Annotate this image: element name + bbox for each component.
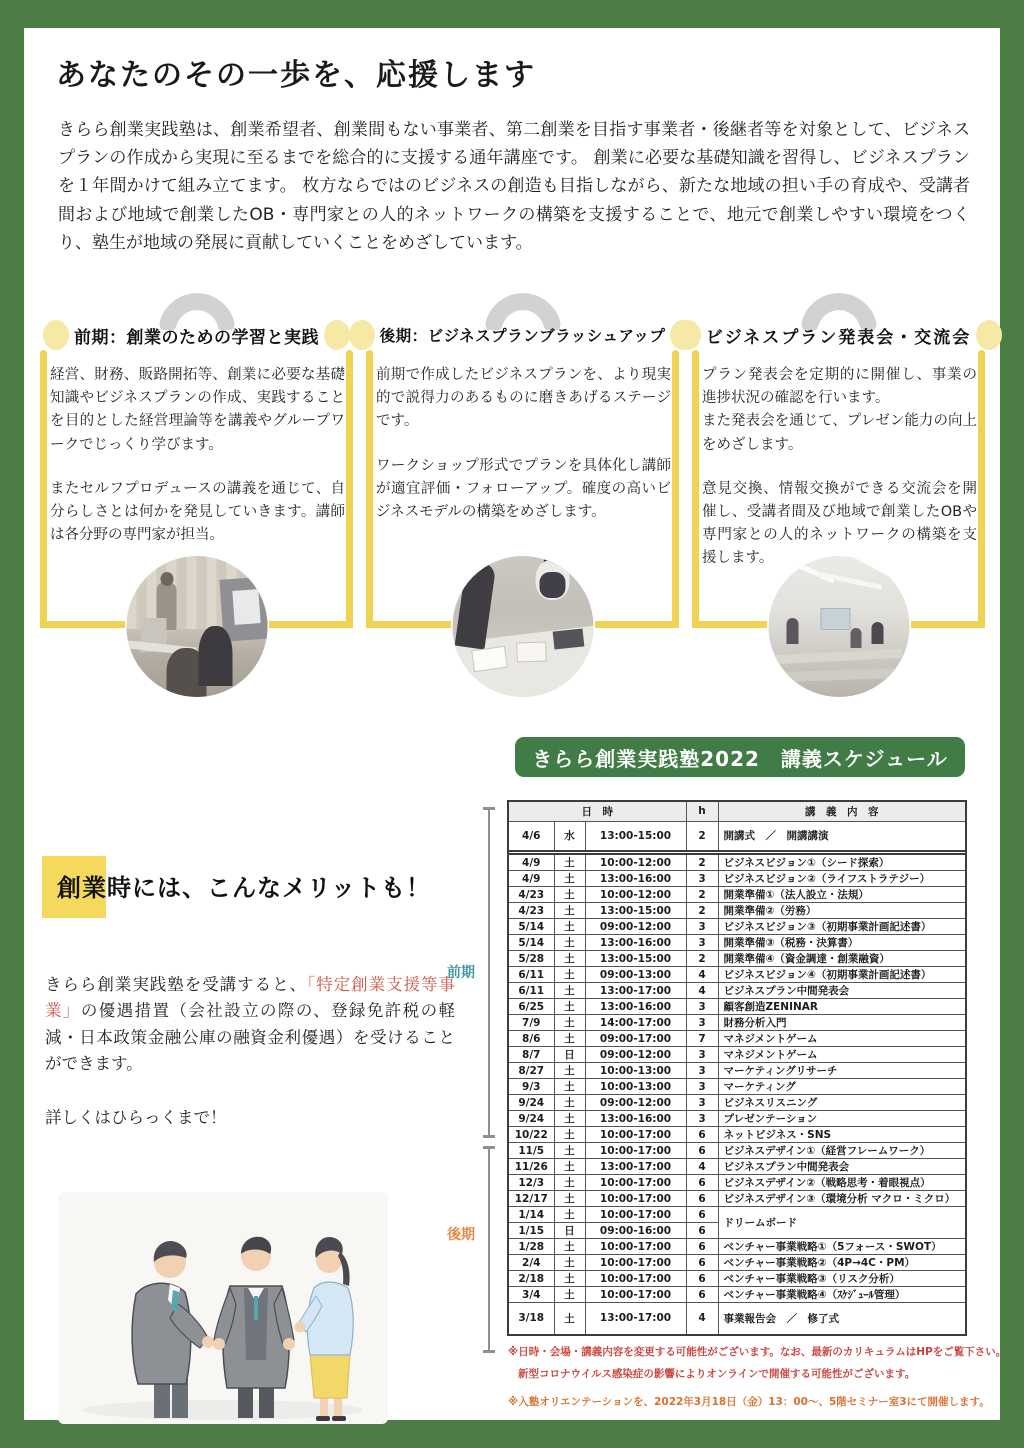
schedule-cell-time: 10:00-17:00 bbox=[585, 1207, 686, 1223]
schedule-cell-content: ビジネスビジョン②（ライフストラテジー） bbox=[718, 871, 966, 887]
people-talking-icon bbox=[58, 1192, 388, 1424]
schedule-cell-h: 3 bbox=[686, 1047, 718, 1063]
yellow-frame-bar bbox=[978, 350, 985, 627]
schedule-cell-time: 10:00-17:00 bbox=[585, 1175, 686, 1191]
schedule-cell-content: プレゼンテーション bbox=[718, 1111, 966, 1127]
schedule-cell-day: 土 bbox=[554, 871, 585, 887]
schedule-cell-time: 10:00-17:00 bbox=[585, 1255, 686, 1271]
phase-bracket-line bbox=[488, 1146, 490, 1352]
program-paragraph: ワークショップ形式でプランを具体化し講師が適宜評価・フォローアップ。確度の高いビジネスモデルの構築をめざします。 bbox=[376, 457, 671, 520]
schedule-cell-day: 土 bbox=[554, 854, 585, 871]
schedule-cell-time: 13:00-17:00 bbox=[585, 1303, 686, 1335]
phase-bracket-cap bbox=[483, 1350, 495, 1353]
schedule-cell-content: ビジネスビジョン③（初期事業計画記述書） bbox=[718, 919, 966, 935]
merit-body bbox=[45, 972, 455, 1131]
schedule-cell-day: 土 bbox=[554, 1127, 585, 1143]
yellow-frame-bar bbox=[40, 350, 47, 627]
note-schedule-change: ※日時・会場・講義内容を変更する可能性がございます。なお、最新のカリキュラムはHPをご覧下さい。 bbox=[508, 1346, 1007, 1358]
schedule-row bbox=[508, 935, 966, 951]
schedule-cell-time: 14:00-17:00 bbox=[585, 1015, 686, 1031]
schedule-row bbox=[508, 1239, 966, 1255]
schedule-cell-day: 水 bbox=[554, 821, 585, 851]
schedule-cell-day: 土 bbox=[554, 1271, 585, 1287]
schedule-cell-day: 土 bbox=[554, 983, 585, 999]
schedule-cell-date: 9/3 bbox=[508, 1079, 554, 1095]
program-header: 後期：ビジネスプランブラッシュアップ bbox=[379, 327, 666, 345]
schedule-cell-day: 土 bbox=[554, 887, 585, 903]
schedule-cell-time: 10:00-17:00 bbox=[585, 1239, 686, 1255]
schedule-cell-h: 6 bbox=[686, 1207, 718, 1223]
schedule-cell-date: 4/9 bbox=[508, 871, 554, 887]
yellow-dot-icon bbox=[43, 320, 69, 350]
yellow-frame-bar bbox=[595, 621, 680, 628]
schedule-cell-time: 10:00-17:00 bbox=[585, 1143, 686, 1159]
schedule-cell-h: 2 bbox=[686, 903, 718, 919]
schedule-cell-time: 10:00-17:00 bbox=[585, 1191, 686, 1207]
schedule-row bbox=[508, 821, 966, 851]
schedule-row bbox=[508, 1127, 966, 1143]
schedule-row bbox=[508, 999, 966, 1015]
yellow-dot-icon bbox=[976, 320, 1002, 350]
yellow-frame-bar bbox=[692, 350, 699, 627]
program-body bbox=[376, 364, 671, 524]
program-header: 前期：創業のための学習と実践 bbox=[74, 327, 319, 348]
schedule-cell-day: 土 bbox=[554, 1207, 585, 1223]
schedule-cell-h: 3 bbox=[686, 1063, 718, 1079]
yellow-frame-bar bbox=[40, 621, 125, 628]
schedule-cell-time: 13:00-16:00 bbox=[585, 1111, 686, 1127]
schedule-row bbox=[508, 1111, 966, 1127]
schedule-cell-content: マーケティングリサーチ bbox=[718, 1063, 966, 1079]
schedule-cell-content: マネジメントゲーム bbox=[718, 1047, 966, 1063]
schedule-cell-h: 6 bbox=[686, 1127, 718, 1143]
phase-bracket-cap bbox=[483, 1135, 495, 1138]
schedule-cell-h: 3 bbox=[686, 1095, 718, 1111]
yellow-frame-bar bbox=[366, 621, 451, 628]
schedule-cell-time: 13:00-15:00 bbox=[585, 903, 686, 919]
schedule-cell-day: 日 bbox=[554, 1047, 585, 1063]
schedule-cell-h: 7 bbox=[686, 1031, 718, 1047]
program-column-second-term bbox=[366, 280, 679, 700]
schedule-cell-time: 13:00-16:00 bbox=[585, 999, 686, 1015]
schedule-row bbox=[508, 854, 966, 871]
schedule-table-wrap bbox=[507, 800, 967, 1336]
schedule-cell-day: 土 bbox=[554, 1031, 585, 1047]
schedule-cell-day: 土 bbox=[554, 1255, 585, 1271]
program-paragraph: また発表会を通じて、プレゼン能力の向上をめざします。 bbox=[702, 413, 977, 453]
workshop-photo bbox=[452, 556, 593, 697]
note-covid: 新型コロナウイルス感染症の影響によりオンラインで開催する可能性がございます。 bbox=[518, 1368, 916, 1380]
schedule-table bbox=[507, 800, 967, 1336]
program-paragraph: またセルフプロデュースの講義を通じて、自分らしさとは何かを発見していきます。講師は各分野の専門家が担当。 bbox=[50, 480, 345, 544]
schedule-cell-h: 2 bbox=[686, 821, 718, 851]
schedule-cell-day: 土 bbox=[554, 1063, 585, 1079]
schedule-cell-time: 10:00-12:00 bbox=[585, 854, 686, 871]
note-orientation: ※入塾オリエンテーションを、2022年3月18日（金）13：00～、5階セミナー室3にて開催します。 bbox=[508, 1396, 990, 1408]
flyer-sheet bbox=[24, 28, 1007, 1420]
schedule-cell-day: 土 bbox=[554, 1079, 585, 1095]
schedule-cell-date: 11/26 bbox=[508, 1159, 554, 1175]
schedule-cell-time: 13:00-17:00 bbox=[585, 1159, 686, 1175]
schedule-cell-h: 6 bbox=[686, 1191, 718, 1207]
schedule-header-hours: h bbox=[686, 801, 718, 821]
phase-bracket-cap bbox=[483, 807, 495, 810]
schedule-cell-day: 土 bbox=[554, 1175, 585, 1191]
schedule-cell-h: 6 bbox=[686, 1143, 718, 1159]
schedule-cell-content: ベンチャー事業戦略④（ｽｹｼﾞｭｰﾙ管理） bbox=[718, 1287, 966, 1303]
schedule-row bbox=[508, 871, 966, 887]
program-paragraph: 経営、財務、販路開拓等、創業に必要な基礎知識やビジネスプランの作成、実践することを目的とした経営理論等を講義やグループワークでじっくり学びます。 bbox=[50, 367, 345, 453]
schedule-cell-date: 5/14 bbox=[508, 919, 554, 935]
schedule-header-datetime: 日 時 bbox=[508, 801, 686, 821]
schedule-cell-date: 8/7 bbox=[508, 1047, 554, 1063]
intro-paragraph: きらら創業実践塾は、創業希望者、創業間もない事業者、第二創業を目指す事業者・後継者等を対象として、ビジネスプランの作成から実現に至るまでを総合的に支援する通年講座です。 創業に必要な基礎知識を習得し、ビジネスプランを１年間かけて組み立てます。 枚方ならではのビジネスの創造も目指しながら、新たな地域の担い手の育成や、受講者間および地域で創業したOB・専門家との人的ネットワークの構築を支援することで、地元で創業しやすい環境をつくり、塾生が地域の発展に貢献していくことをめざしています。 bbox=[58, 120, 970, 253]
schedule-cell-date: 6/11 bbox=[508, 983, 554, 999]
schedule-row bbox=[508, 903, 966, 919]
schedule-cell-date: 10/22 bbox=[508, 1127, 554, 1143]
schedule-cell-content: ベンチャー事業戦略①（5フォース・SWOT） bbox=[718, 1239, 966, 1255]
yellow-dot-icon bbox=[349, 320, 375, 350]
schedule-cell-date: 9/24 bbox=[508, 1111, 554, 1127]
schedule-cell-date: 5/28 bbox=[508, 951, 554, 967]
schedule-row bbox=[508, 1303, 966, 1335]
schedule-cell-time: 10:00-13:00 bbox=[585, 1079, 686, 1095]
schedule-row bbox=[508, 1079, 966, 1095]
schedule-cell-content: ビジネスデザイン③（環境分析 マクロ・ミクロ） bbox=[718, 1191, 966, 1207]
schedule-cell-date: 3/4 bbox=[508, 1287, 554, 1303]
schedule-cell-day: 土 bbox=[554, 1191, 585, 1207]
schedule-cell-time: 13:00-16:00 bbox=[585, 871, 686, 887]
schedule-cell-content: 開業準備②（労務） bbox=[718, 903, 966, 919]
schedule-cell-date: 3/18 bbox=[508, 1303, 554, 1335]
schedule-cell-date: 8/27 bbox=[508, 1063, 554, 1079]
schedule-cell-date: 8/6 bbox=[508, 1031, 554, 1047]
schedule-cell-time: 09:00-17:00 bbox=[585, 1031, 686, 1047]
schedule-cell-date: 9/24 bbox=[508, 1095, 554, 1111]
schedule-row bbox=[508, 1255, 966, 1271]
schedule-cell-content: ビジネスプラン中間発表会 bbox=[718, 983, 966, 999]
business-people-illustration bbox=[58, 1192, 388, 1424]
schedule-cell-day: 日 bbox=[554, 1223, 585, 1239]
schedule-cell-content: ビジネスビジョン①（シード探索） bbox=[718, 854, 966, 871]
schedule-cell-content: ベンチャー事業戦略③（リスク分析） bbox=[718, 1271, 966, 1287]
phase-bracket-cap bbox=[483, 1146, 495, 1149]
schedule-cell-date: 1/28 bbox=[508, 1239, 554, 1255]
schedule-cell-h: 6 bbox=[686, 1271, 718, 1287]
schedule-cell-content: 開業準備④（資金調達・創業融資） bbox=[718, 951, 966, 967]
schedule-row bbox=[508, 983, 966, 999]
yellow-frame-bar bbox=[269, 621, 354, 628]
schedule-cell-day: 土 bbox=[554, 1239, 585, 1255]
merit-closing: 詳しくはひらっくまで！ bbox=[45, 1107, 227, 1127]
schedule-row bbox=[508, 1191, 966, 1207]
yellow-frame-bar bbox=[911, 621, 986, 628]
schedule-cell-h: 6 bbox=[686, 1255, 718, 1271]
schedule-cell-content: ビジネスリスニング bbox=[718, 1095, 966, 1111]
schedule-cell-h: 2 bbox=[686, 854, 718, 871]
schedule-cell-h: 4 bbox=[686, 1159, 718, 1175]
schedule-cell-day: 土 bbox=[554, 919, 585, 935]
program-header-row bbox=[366, 320, 679, 350]
schedule-cell-date: 6/11 bbox=[508, 967, 554, 983]
schedule-row bbox=[508, 1031, 966, 1047]
schedule-cell-time: 13:00-16:00 bbox=[585, 935, 686, 951]
schedule-cell-time: 10:00-13:00 bbox=[585, 1063, 686, 1079]
schedule-header-row bbox=[508, 801, 966, 821]
schedule-row bbox=[508, 951, 966, 967]
schedule-cell-time: 09:00-12:00 bbox=[585, 919, 686, 935]
schedule-banner: きらら創業実践塾2022 講義スケジュール bbox=[515, 737, 965, 777]
schedule-cell-content: 開業準備①（法人設立・法規） bbox=[718, 887, 966, 903]
schedule-row bbox=[508, 1159, 966, 1175]
program-body bbox=[50, 364, 345, 547]
schedule-cell-content: ビジネスビジョン④（初期事業計画記述書） bbox=[718, 967, 966, 983]
schedule-row bbox=[508, 1175, 966, 1191]
schedule-cell-time: 09:00-16:00 bbox=[585, 1223, 686, 1239]
schedule-row bbox=[508, 967, 966, 983]
schedule-cell-date: 11/5 bbox=[508, 1143, 554, 1159]
schedule-cell-date: 2/18 bbox=[508, 1271, 554, 1287]
schedule-cell-day: 土 bbox=[554, 1015, 585, 1031]
schedule-cell-time: 13:00-15:00 bbox=[585, 821, 686, 851]
program-column-first-term bbox=[40, 280, 353, 700]
program-header-row bbox=[692, 320, 985, 350]
schedule-cell-h: 2 bbox=[686, 951, 718, 967]
schedule-cell-day: 土 bbox=[554, 951, 585, 967]
schedule-cell-content: ビジネスデザイン①（経営フレームワーク） bbox=[718, 1143, 966, 1159]
schedule-cell-content: ベンチャー事業戦略②（4P→4C・PM） bbox=[718, 1255, 966, 1271]
schedule-cell-date: 7/9 bbox=[508, 1015, 554, 1031]
schedule-cell-time: 10:00-17:00 bbox=[585, 1127, 686, 1143]
schedule-cell-h: 6 bbox=[686, 1175, 718, 1191]
schedule-cell-time: 09:00-12:00 bbox=[585, 1095, 686, 1111]
schedule-row bbox=[508, 887, 966, 903]
program-paragraph: 前期で作成したビジネスプランを、より現実的で説得力のあるものに磨きあげるステージです。 bbox=[376, 367, 671, 430]
schedule-cell-content: マネジメントゲーム bbox=[718, 1031, 966, 1047]
schedule-cell-date: 5/14 bbox=[508, 935, 554, 951]
schedule-cell-date: 12/17 bbox=[508, 1191, 554, 1207]
merit-text-post: の優遇措置（会社設立の際の、登録免許税の軽減・日本政策金融公庫の融資金利優遇）を受けることができます。 bbox=[45, 1001, 456, 1074]
schedule-cell-day: 土 bbox=[554, 1111, 585, 1127]
schedule-cell-content: 開講式 ／ 開講講演 bbox=[718, 821, 966, 851]
schedule-row bbox=[508, 1287, 966, 1303]
schedule-cell-h: 3 bbox=[686, 1015, 718, 1031]
schedule-cell-date: 1/15 bbox=[508, 1223, 554, 1239]
schedule-cell-day: 土 bbox=[554, 1143, 585, 1159]
schedule-row bbox=[508, 1271, 966, 1287]
merit-paragraph bbox=[45, 972, 455, 1078]
schedule-cell-h: 4 bbox=[686, 967, 718, 983]
schedule-cell-day: 土 bbox=[554, 999, 585, 1015]
schedule-cell-content: ビジネスデザイン②（戦略思考・着眼視点） bbox=[718, 1175, 966, 1191]
schedule-cell-h: 3 bbox=[686, 1079, 718, 1095]
schedule-cell-content: マーケティング bbox=[718, 1079, 966, 1095]
yellow-frame-bar bbox=[366, 350, 373, 627]
schedule-cell-day: 土 bbox=[554, 903, 585, 919]
yellow-frame-bar bbox=[346, 350, 353, 627]
schedule-cell-day: 土 bbox=[554, 1287, 585, 1303]
schedule-cell-time: 13:00-15:00 bbox=[585, 951, 686, 967]
schedule-cell-h: 6 bbox=[686, 1223, 718, 1239]
lecture-room-photo bbox=[126, 556, 267, 697]
phase-label-first: 前期 bbox=[447, 965, 475, 981]
schedule-cell-h: 2 bbox=[686, 887, 718, 903]
schedule-row bbox=[508, 1207, 966, 1223]
schedule-cell-time: 10:00-17:00 bbox=[585, 1287, 686, 1303]
schedule-cell-day: 土 bbox=[554, 935, 585, 951]
schedule-cell-day: 土 bbox=[554, 1095, 585, 1111]
schedule-cell-h: 6 bbox=[686, 1287, 718, 1303]
schedule-cell-date: 4/9 bbox=[508, 854, 554, 871]
schedule-row bbox=[508, 1095, 966, 1111]
schedule-cell-day: 土 bbox=[554, 1159, 585, 1175]
page-title: あなたのその一歩を、応援します bbox=[56, 58, 536, 93]
program-paragraph: 意見交換、情報交換ができる交流会を開催し、受講者間及び地域で創業したOBや専門家との人的ネットワークの構築を支援します。 bbox=[702, 480, 977, 567]
schedule-cell-time: 09:00-13:00 bbox=[585, 967, 686, 983]
schedule-cell-content: ドリームボード bbox=[718, 1207, 966, 1239]
classroom-photo bbox=[768, 556, 909, 697]
schedule-cell-h: 3 bbox=[686, 919, 718, 935]
schedule-cell-h: 4 bbox=[686, 1303, 718, 1335]
schedule-row bbox=[508, 1015, 966, 1031]
phase-label-second: 後期 bbox=[447, 1227, 475, 1243]
merit-text-emphasis: 「特定創業支援等事業」 bbox=[45, 975, 456, 1021]
schedule-cell-content: 開業準備③（税務・決算書） bbox=[718, 935, 966, 951]
merit-text-pre: きらら創業実践塾を受講すると、 bbox=[45, 975, 308, 994]
merit-title: 創業時には、こんなメリットも！ bbox=[57, 874, 432, 902]
schedule-cell-date: 12/3 bbox=[508, 1175, 554, 1191]
schedule-cell-h: 4 bbox=[686, 983, 718, 999]
program-header-row bbox=[40, 320, 353, 350]
schedule-cell-content: ネットビジネス・SNS bbox=[718, 1127, 966, 1143]
schedule-cell-day: 土 bbox=[554, 967, 585, 983]
schedule-header-content: 講 義 内 容 bbox=[718, 801, 966, 821]
program-paragraph: プラン発表会を定期的に開催し、事業の進捗状況の確認を行います。 bbox=[702, 367, 977, 407]
schedule-row bbox=[508, 1047, 966, 1063]
schedule-row bbox=[508, 919, 966, 935]
schedule-cell-day: 土 bbox=[554, 1303, 585, 1335]
schedule-cell-time: 13:00-17:00 bbox=[585, 983, 686, 999]
yellow-frame-bar bbox=[672, 350, 679, 627]
program-body bbox=[702, 364, 977, 571]
schedule-row bbox=[508, 1063, 966, 1079]
schedule-cell-time: 10:00-17:00 bbox=[585, 1271, 686, 1287]
schedule-cell-date: 1/14 bbox=[508, 1207, 554, 1223]
schedule-cell-h: 3 bbox=[686, 935, 718, 951]
schedule-row bbox=[508, 1143, 966, 1159]
schedule-cell-date: 4/23 bbox=[508, 887, 554, 903]
schedule-cell-content: 事業報告会 ／ 修了式 bbox=[718, 1303, 966, 1335]
yellow-dot-icon bbox=[324, 320, 350, 350]
schedule-cell-h: 3 bbox=[686, 871, 718, 887]
schedule-cell-h: 6 bbox=[686, 1239, 718, 1255]
schedule-cell-date: 4/23 bbox=[508, 903, 554, 919]
schedule-cell-content: 財務分析入門 bbox=[718, 1015, 966, 1031]
schedule-cell-date: 6/25 bbox=[508, 999, 554, 1015]
schedule-cell-time: 10:00-12:00 bbox=[585, 887, 686, 903]
schedule-cell-h: 3 bbox=[686, 1111, 718, 1127]
program-header: ビジネスプラン発表会・交流会 bbox=[705, 327, 972, 348]
schedule-cell-content: 顧客創造ZENINAR bbox=[718, 999, 966, 1015]
phase-bracket-line bbox=[488, 808, 490, 1138]
program-column-presentation bbox=[692, 280, 985, 700]
schedule-cell-time: 09:00-12:00 bbox=[585, 1047, 686, 1063]
schedule-cell-h: 3 bbox=[686, 999, 718, 1015]
yellow-frame-bar bbox=[692, 621, 767, 628]
schedule-cell-date: 2/4 bbox=[508, 1255, 554, 1271]
schedule-cell-date: 4/6 bbox=[508, 821, 554, 851]
yellow-dot-icon bbox=[675, 320, 701, 350]
schedule-cell-content: ビジネスプラン中間発表会 bbox=[718, 1159, 966, 1175]
